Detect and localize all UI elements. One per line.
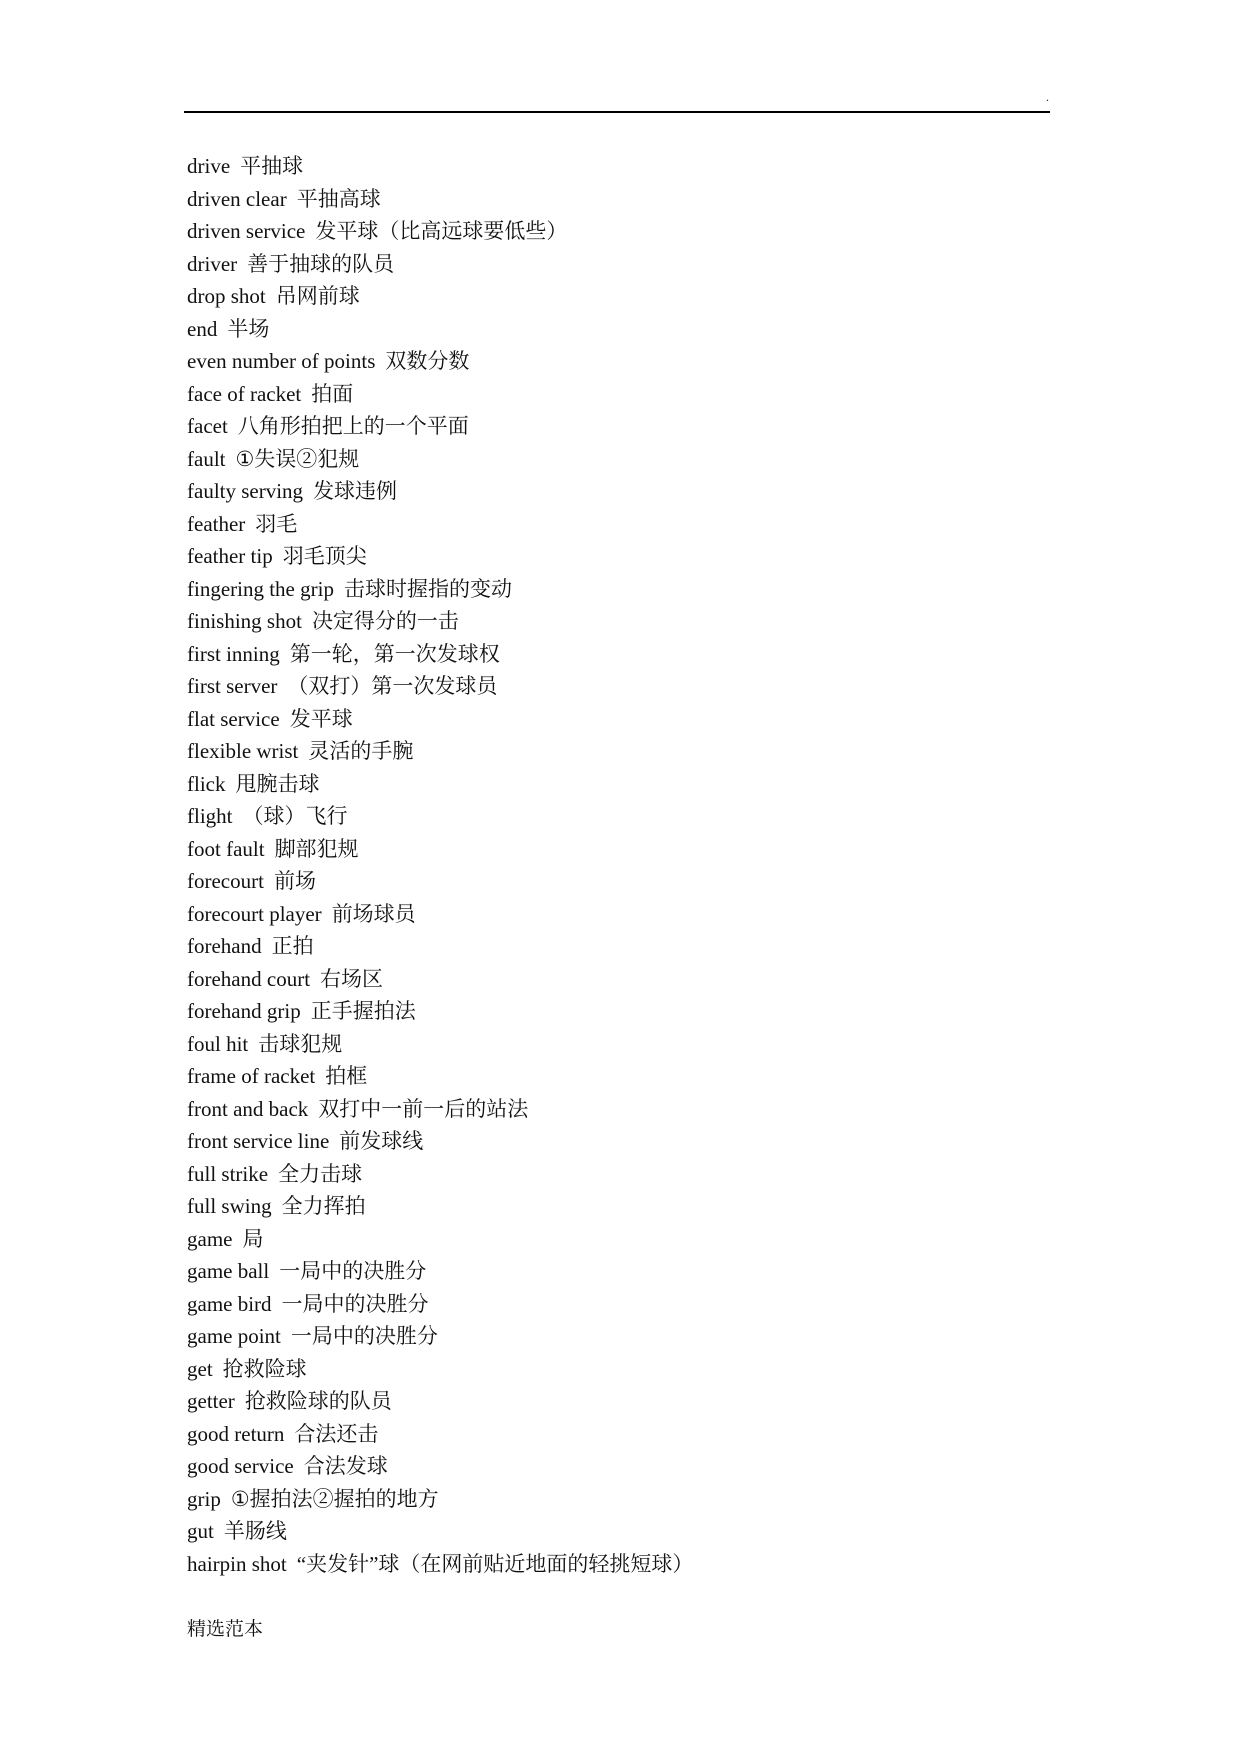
entry-term: flick <box>187 771 226 796</box>
entry-meaning: 抢救险球 <box>222 1356 307 1381</box>
glossary-entry <box>187 1158 1047 1191</box>
glossary-entry <box>187 1320 1047 1353</box>
entry-term: full swing <box>187 1194 272 1218</box>
entry-meaning: 发球违例 <box>313 479 398 503</box>
entry-meaning: 第一轮，第一次发球权 <box>289 641 500 666</box>
glossary-entry <box>187 410 1047 443</box>
entry-meaning: 平抽球 <box>240 154 304 178</box>
entry-meaning: 右场区 <box>320 966 384 991</box>
entry-term: driven service <box>187 219 306 243</box>
glossary-entry <box>187 1515 1047 1548</box>
entry-term: flat service <box>187 706 280 731</box>
entry-meaning: 击球时握指的变动 <box>343 576 512 601</box>
entry-meaning: 拍面 <box>311 381 354 406</box>
header-rule <box>184 111 1050 113</box>
entry-term: fault <box>187 446 226 471</box>
entry-term: forehand court <box>187 966 311 991</box>
entry-meaning: 半场 <box>227 316 270 341</box>
entry-meaning: 羊肠线 <box>223 1519 287 1543</box>
entry-term: gut <box>187 1519 214 1543</box>
entry-term: drop shot <box>187 284 266 308</box>
entry-meaning: 决定得分的一击 <box>311 609 459 633</box>
entry-term: even number of points <box>187 349 376 373</box>
glossary-entry <box>187 443 1047 476</box>
entry-meaning: 拍框 <box>325 1064 368 1088</box>
glossary-entry <box>187 183 1047 216</box>
glossary-entry <box>187 573 1047 606</box>
entry-term: facet <box>187 414 228 438</box>
glossary-entry <box>187 1255 1047 1288</box>
entry-meaning: ①失误②犯规 <box>235 446 360 471</box>
footer-text: 精选范本 <box>187 1619 264 1640</box>
entry-term: feather <box>187 511 246 536</box>
glossary-entry <box>187 735 1047 768</box>
glossary-entry <box>187 638 1047 671</box>
entry-term: game point <box>187 1324 281 1348</box>
entry-term: feather tip <box>187 544 273 568</box>
entry-term: driver <box>187 251 238 276</box>
entry-term: hairpin shot <box>187 1551 287 1576</box>
glossary-entry <box>187 1223 1047 1256</box>
glossary-entry <box>187 1450 1047 1483</box>
entry-meaning: （双打）第一次发球员 <box>287 674 498 698</box>
glossary-entry <box>187 378 1047 411</box>
entry-term: get <box>187 1356 213 1381</box>
entry-meaning: 正手握拍法 <box>310 999 416 1023</box>
entry-term: grip <box>187 1486 221 1511</box>
glossary-entry <box>187 995 1047 1028</box>
entry-term: full strike <box>187 1161 269 1186</box>
glossary-list <box>187 150 1047 1580</box>
entry-meaning: 正拍 <box>271 934 314 958</box>
entry-meaning: 前场 <box>273 869 316 893</box>
entry-meaning: 局 <box>242 1226 264 1251</box>
glossary-entry <box>187 800 1047 833</box>
entry-meaning: 八角形拍把上的一个平面 <box>237 414 469 438</box>
entry-term: flexible wrist <box>187 739 299 763</box>
glossary-entry <box>187 1125 1047 1158</box>
entry-meaning: 羽毛 <box>255 511 298 536</box>
entry-meaning: 前发球线 <box>339 1129 424 1153</box>
entry-meaning: 发平球 <box>289 706 353 731</box>
entry-term: frame of racket <box>187 1064 316 1088</box>
entry-term: front and back <box>187 1096 309 1121</box>
entry-term: front service line <box>187 1129 330 1153</box>
entry-meaning: 脚部犯规 <box>274 836 359 861</box>
entry-term: forehand <box>187 934 262 958</box>
entry-term: face of racket <box>187 381 302 406</box>
entry-meaning: 善于抽球的队员 <box>247 251 395 276</box>
entry-meaning: 羽毛顶尖 <box>282 544 367 568</box>
glossary-entry <box>187 215 1047 248</box>
entry-term: first inning <box>187 641 280 666</box>
glossary-entry <box>187 1028 1047 1061</box>
glossary-entry <box>187 345 1047 378</box>
glossary-entry <box>187 248 1047 281</box>
glossary-entry <box>187 508 1047 541</box>
entry-term: good service <box>187 1454 294 1478</box>
entry-meaning: 一局中的决胜分 <box>281 1291 429 1316</box>
glossary-entry <box>187 313 1047 346</box>
entry-term: game ball <box>187 1259 270 1283</box>
entry-term: foul hit <box>187 1031 249 1056</box>
glossary-entry <box>187 1353 1047 1386</box>
entry-meaning: “夹发针”球（在网前贴近地面的轻挑短球） <box>296 1551 694 1576</box>
entry-term: faulty serving <box>187 479 304 503</box>
glossary-entry <box>187 1288 1047 1321</box>
entry-meaning: 甩腕击球 <box>235 771 320 796</box>
entry-term: flight <box>187 804 233 828</box>
glossary-entry <box>187 930 1047 963</box>
entry-term: drive <box>187 154 231 178</box>
glossary-entry <box>187 475 1047 508</box>
entry-term: getter <box>187 1389 235 1413</box>
entry-term: game bird <box>187 1291 272 1316</box>
glossary-entry <box>187 865 1047 898</box>
glossary-entry <box>187 963 1047 996</box>
entry-term: driven clear <box>187 186 287 211</box>
glossary-entry <box>187 1483 1047 1516</box>
entry-term: forecourt player <box>187 901 322 926</box>
entry-term: first server <box>187 674 278 698</box>
entry-term: end <box>187 316 218 341</box>
entry-meaning: 前场球员 <box>331 901 416 926</box>
entry-meaning: 双数分数 <box>385 349 470 373</box>
entry-term: forehand grip <box>187 999 301 1023</box>
glossary-entry <box>187 670 1047 703</box>
glossary-entry <box>187 833 1047 866</box>
header-mark: . <box>1046 90 1049 104</box>
glossary-entry <box>187 898 1047 931</box>
entry-meaning: 吊网前球 <box>275 284 360 308</box>
entry-meaning: 合法发球 <box>303 1454 388 1478</box>
entry-term: fingering the grip <box>187 576 334 601</box>
entry-term: good return <box>187 1421 285 1446</box>
glossary-entry <box>187 703 1047 736</box>
entry-term: forecourt <box>187 869 264 893</box>
entry-term: game <box>187 1226 233 1251</box>
entry-meaning: 双打中一前一后的站法 <box>318 1096 529 1121</box>
glossary-entry <box>187 1548 1047 1581</box>
entry-meaning: 合法还击 <box>294 1421 379 1446</box>
entry-meaning: （球）飞行 <box>242 804 348 828</box>
entry-meaning: 一局中的决胜分 <box>290 1324 438 1348</box>
entry-meaning: 抢救险球的队员 <box>244 1389 392 1413</box>
glossary-entry <box>187 1385 1047 1418</box>
glossary-entry <box>187 768 1047 801</box>
entry-term: finishing shot <box>187 609 302 633</box>
glossary-entry <box>187 1093 1047 1126</box>
glossary-entry <box>187 1060 1047 1093</box>
entry-meaning: 平抽高球 <box>296 186 381 211</box>
glossary-entry <box>187 540 1047 573</box>
entry-meaning: 全力击球 <box>278 1161 363 1186</box>
entry-meaning: 击球犯规 <box>258 1031 343 1056</box>
glossary-entry <box>187 280 1047 313</box>
glossary-entry <box>187 1418 1047 1451</box>
entry-meaning: 发平球（比高远球要低些） <box>315 219 568 243</box>
glossary-entry <box>187 605 1047 638</box>
glossary-entry <box>187 1190 1047 1223</box>
glossary-entry <box>187 150 1047 183</box>
entry-meaning: ①握拍法②握拍的地方 <box>230 1486 439 1511</box>
entry-meaning: 一局中的决胜分 <box>279 1259 427 1283</box>
entry-term: foot fault <box>187 836 265 861</box>
entry-meaning: 灵活的手腕 <box>308 739 414 763</box>
entry-meaning: 全力挥拍 <box>281 1194 366 1218</box>
